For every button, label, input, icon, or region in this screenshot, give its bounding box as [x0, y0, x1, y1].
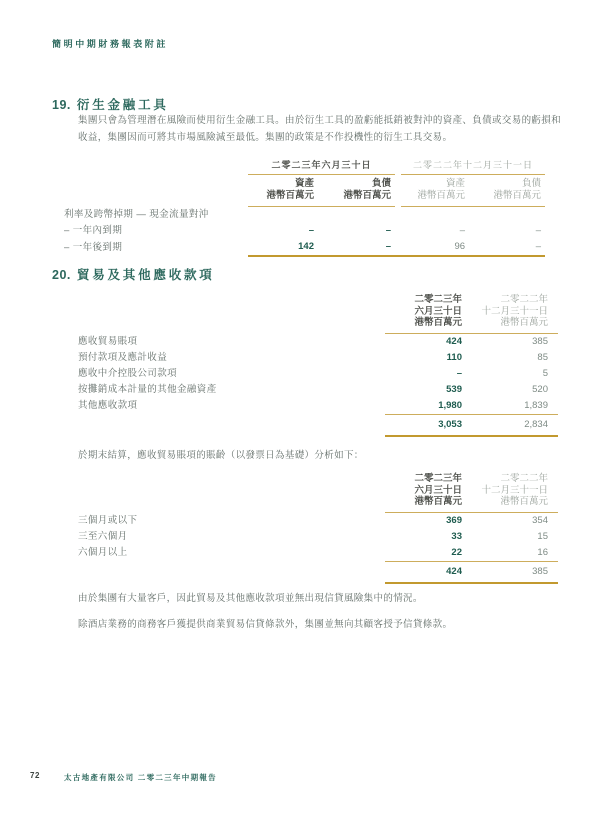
row-label: 預付款項及應計收益 — [78, 351, 168, 363]
section-19-heading — [52, 95, 169, 113]
value-cell: 539 — [446, 383, 462, 395]
section-title: 衍生金融工具 — [76, 98, 169, 112]
value-cell: 15 — [537, 530, 548, 542]
value-cell: 1,980 — [438, 399, 462, 411]
table-row — [78, 333, 558, 350]
table-row — [78, 529, 558, 545]
table-row — [64, 223, 545, 239]
footer-company-line: 太古地產有限公司 二零二三年中期報告 — [64, 772, 217, 782]
column-2022-header: 二零二二年 十二月三十一日 港幣百萬元 — [472, 471, 558, 512]
value-cell: 16 — [537, 546, 548, 558]
assets-2023-header: 資產 港幣百萬元 — [248, 175, 318, 207]
value-cell: – — [385, 224, 392, 236]
table-row — [64, 239, 545, 256]
value-cell: – — [318, 239, 395, 256]
table-group-header-row — [64, 157, 545, 175]
section-number: 20. — [52, 268, 71, 282]
receivables-table — [78, 292, 558, 437]
value-cell: – — [456, 367, 462, 379]
row-label: 應收貿易賬項 — [78, 335, 138, 347]
liabilities-2023-header: 負債 港幣百萬元 — [318, 175, 395, 207]
row-label: – 一年內到期 — [64, 224, 123, 236]
row-label: 按攤銷成本計量的其他金融資產 — [78, 383, 217, 395]
credit-risk-paragraph: 由於集團有大量客戶，因此貿易及其他應收款項並無出現信貸風險集中的情況。 — [78, 593, 423, 604]
row-label: 六個月以上 — [78, 547, 128, 558]
row-label: 應收中介控股公司款項 — [78, 367, 178, 379]
section-title: 貿易及其他應收款項 — [76, 268, 215, 282]
table-total-row — [78, 414, 558, 436]
table-column-header-row — [78, 471, 558, 512]
value-cell: 354 — [532, 514, 548, 526]
table-row — [78, 366, 558, 382]
page-number: 72 — [30, 771, 40, 780]
value-cell: – — [459, 224, 466, 236]
table-column-header-row — [78, 292, 558, 333]
row-label: 三個月或以下 — [78, 514, 138, 526]
total-value-cell: 385 — [472, 561, 558, 583]
value-cell — [401, 207, 469, 223]
total-value-cell: 2,834 — [472, 414, 558, 436]
value-cell: 22 — [451, 546, 462, 558]
value-cell: 369 — [446, 514, 462, 526]
assets-2022-header: 資產 港幣百萬元 — [401, 175, 469, 207]
value-cell: – — [469, 239, 545, 256]
column-2023-header: 二零二三年 六月三十日 港幣百萬元 — [385, 471, 472, 512]
table-row — [78, 382, 558, 398]
column-2022-header: 二零二二年 十二月三十一日 港幣百萬元 — [472, 292, 558, 333]
row-label: 三至六個月 — [78, 530, 128, 542]
value-cell: 85 — [537, 351, 548, 363]
table-column-header-row — [64, 175, 545, 207]
value-cell — [248, 207, 318, 223]
table-row — [78, 350, 558, 366]
value-cell: – — [535, 224, 542, 236]
value-cell: 520 — [532, 383, 548, 395]
value-cell: 110 — [446, 351, 462, 363]
value-cell: 142 — [248, 239, 318, 256]
credit-terms-paragraph: 除酒店業務的商務客戶獲提供商業貿易信貸條款外，集團並無向其顧客授予信貸條款。 — [78, 619, 453, 630]
table-row — [78, 512, 558, 529]
derivatives-table — [64, 157, 545, 257]
table-row — [78, 545, 558, 562]
value-cell: 5 — [542, 367, 548, 379]
value-cell: 1,839 — [524, 399, 548, 411]
row-label: 其他應收款項 — [78, 400, 138, 411]
liabilities-2022-header: 負債 港幣百萬元 — [469, 175, 545, 207]
value-cell — [469, 207, 545, 223]
value-cell: 385 — [532, 335, 548, 347]
column-group-2022: 二零二二年十二月三十一日 — [401, 157, 545, 175]
column-group-2023: 二零二三年六月三十日 — [248, 157, 395, 175]
value-cell: 424 — [446, 335, 462, 347]
aging-intro-paragraph: 於期末結算，應收貿易賬項的賬齡（以發票日為基礎）分析如下： — [78, 450, 364, 461]
total-value-cell: 424 — [385, 561, 472, 583]
row-label: – 一年後到期 — [64, 241, 123, 253]
column-2023-header: 二零二三年 六月三十日 港幣百萬元 — [385, 292, 472, 333]
section-20-heading — [52, 265, 215, 283]
table-row — [78, 398, 558, 415]
total-value-cell: 3,053 — [385, 414, 472, 436]
table-total-row — [78, 561, 558, 583]
value-cell: – — [308, 224, 314, 236]
aging-table — [78, 471, 558, 584]
section-number: 19. — [52, 98, 71, 112]
value-cell: 96 — [401, 239, 469, 256]
value-cell: 33 — [451, 530, 462, 542]
document-header: 簡明中期財務報表附註 — [52, 39, 169, 49]
table-row — [64, 207, 545, 223]
value-cell — [318, 207, 395, 223]
row-label: 利率及跨幣掉期 — 現金流量對沖 — [64, 208, 209, 220]
derivatives-paragraph: 集團只會為管理潛在風險而使用衍生金融工具。由於衍生工具的盈虧能抵銷被對沖的資產、負債或交易的虧損和收益，集團因而可將其市場風險減至最低。集團的政策是不作投機性的衍生工具交易。 — [78, 115, 561, 143]
